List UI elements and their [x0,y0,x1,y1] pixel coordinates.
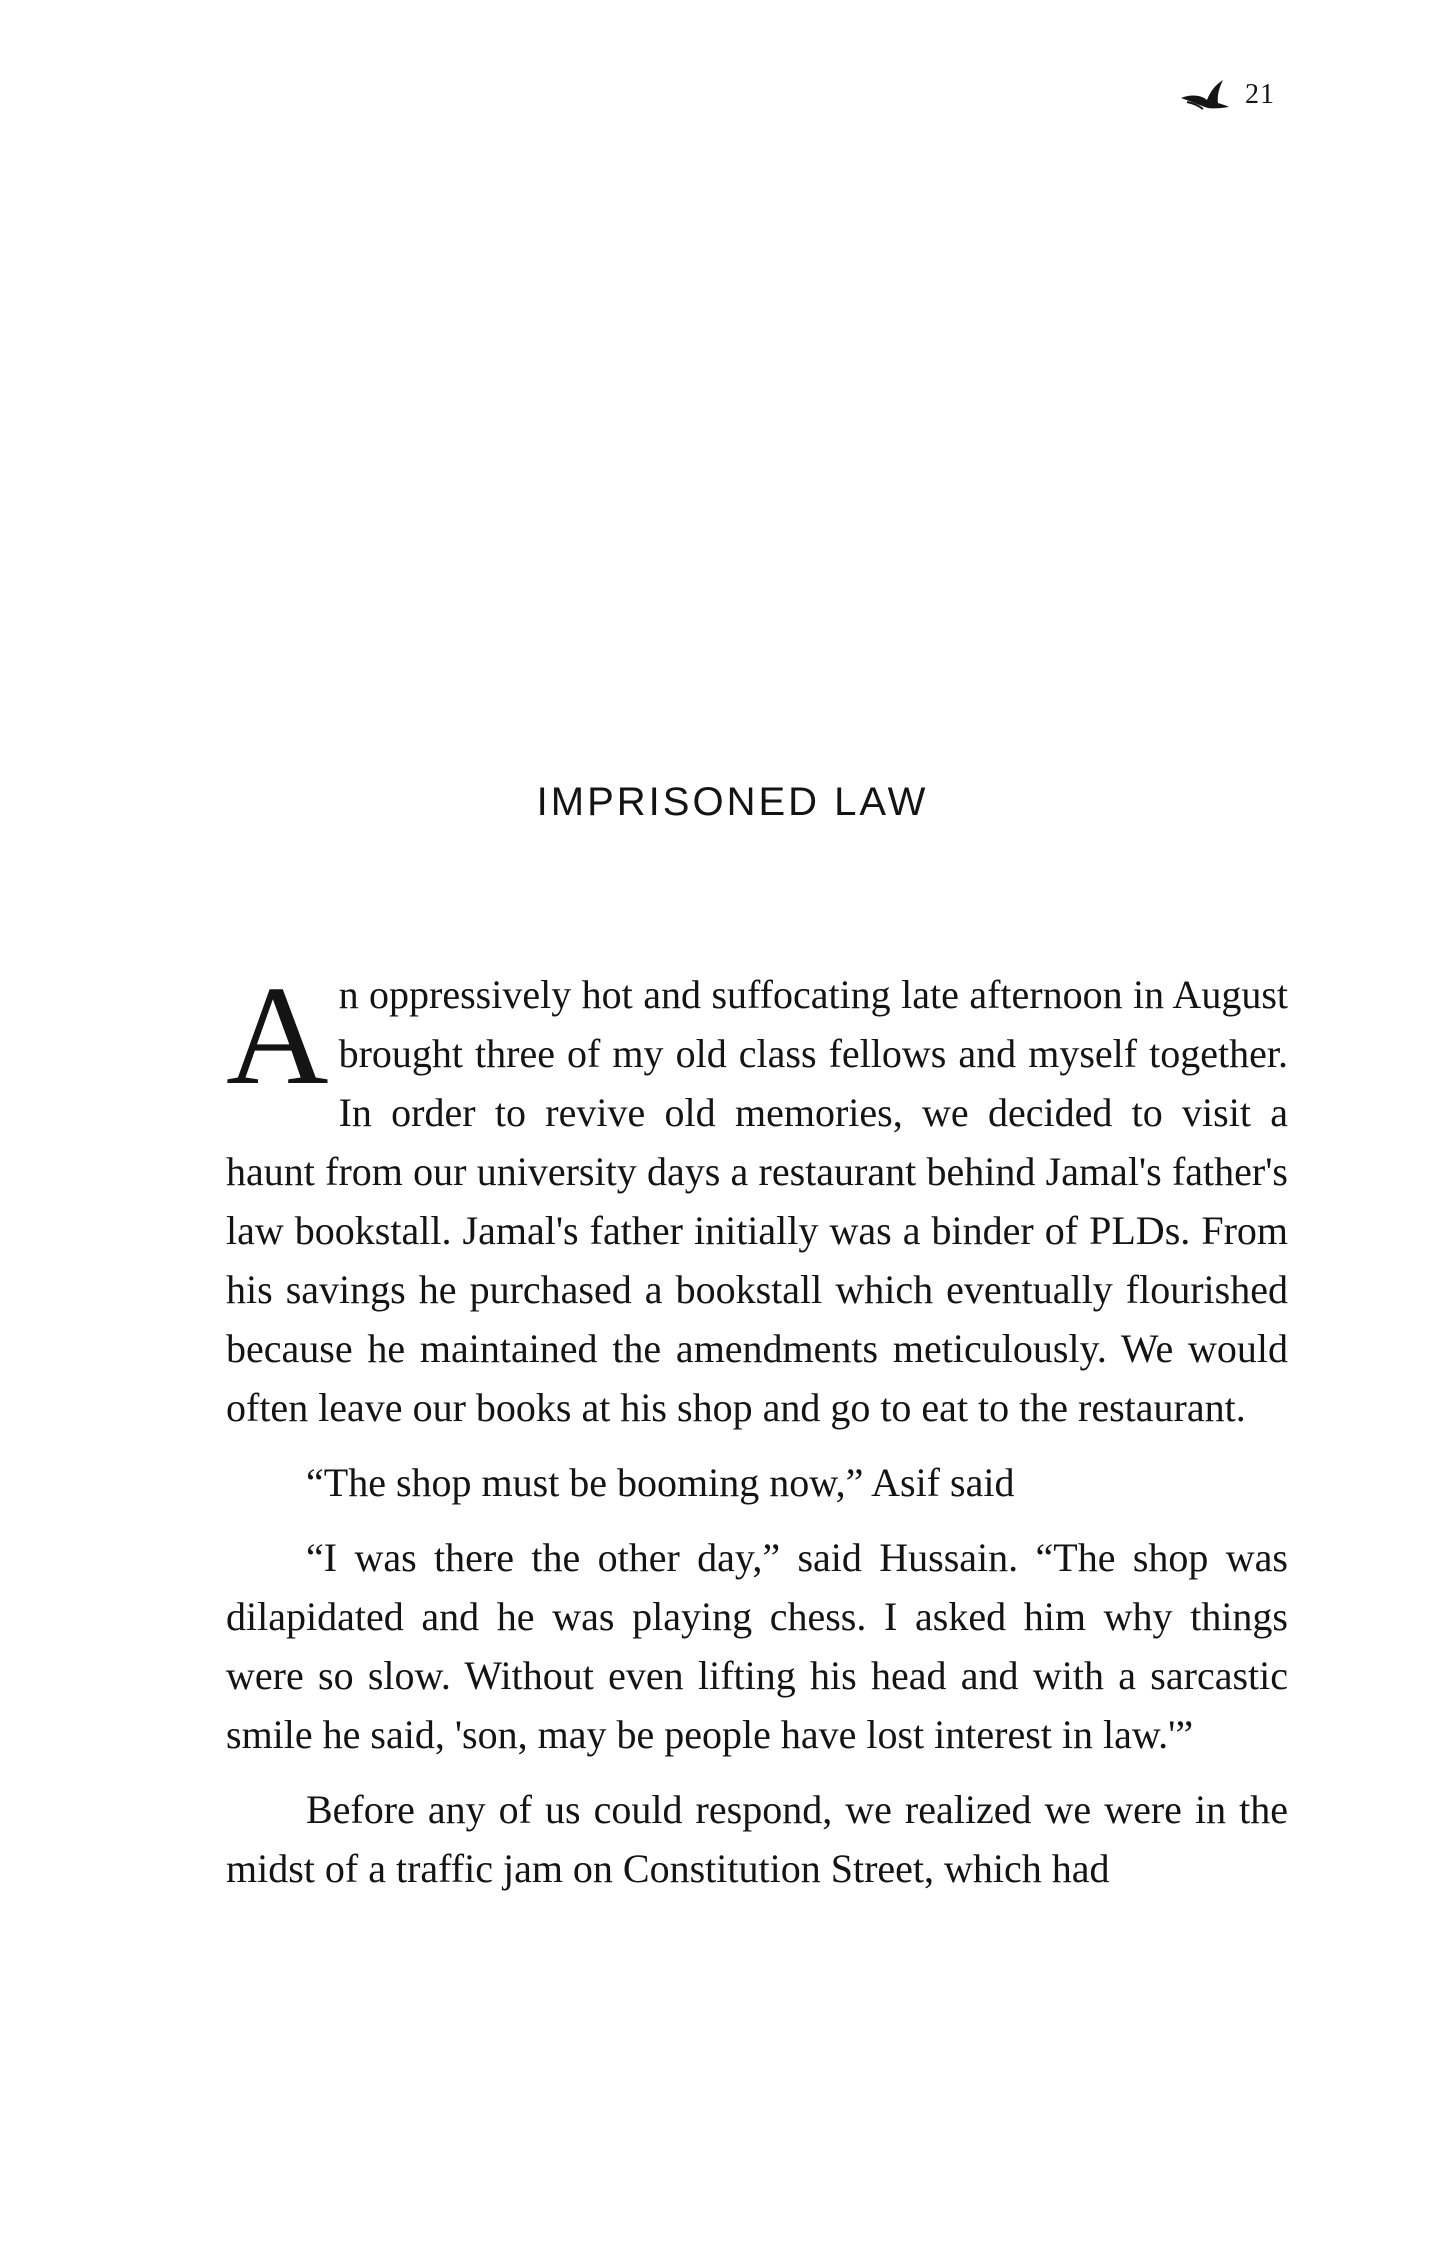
paragraph-2: “The shop must be booming now,” Asif said [306,1460,1015,1505]
chapter-title: IMPRISONED LAW [536,780,929,824]
drop-cap: A [226,956,329,1114]
bird-icon [1179,78,1231,112]
paragraph-1-text: n oppressively hot and suffocating late afternoon in August brought three of my old class fellows and myself together. In order to revive old memories, we decided to visit a haunt from our university days a restaurant behind Jamal's father's law bookstall. Jamal's father initially was a binder of PLDs. From his savings he purchased a bookstall which eventually flourished because he maintained the amendments meticulously. We would often leave our books at his shop and go to eat to the restaurant. [226,972,1288,1430]
page-number: 21 [1245,79,1275,110]
body-text [226,956,1288,1898]
paragraph-1 [226,956,1288,1437]
page-header [1179,78,1275,112]
paragraph-4: Before any of us could respond, we realized we were in the midst of a traffic jam on Constitution Street, which had [226,1787,1288,1891]
paragraph-3: “I was there the other day,” said Hussain. “The shop was dilapidated and he was playing chess. I asked him why things were so slow. Without even lifting his head and with a sarcastic smile he said, 'son, may be people have lost interest in law.'” [226,1535,1288,1757]
